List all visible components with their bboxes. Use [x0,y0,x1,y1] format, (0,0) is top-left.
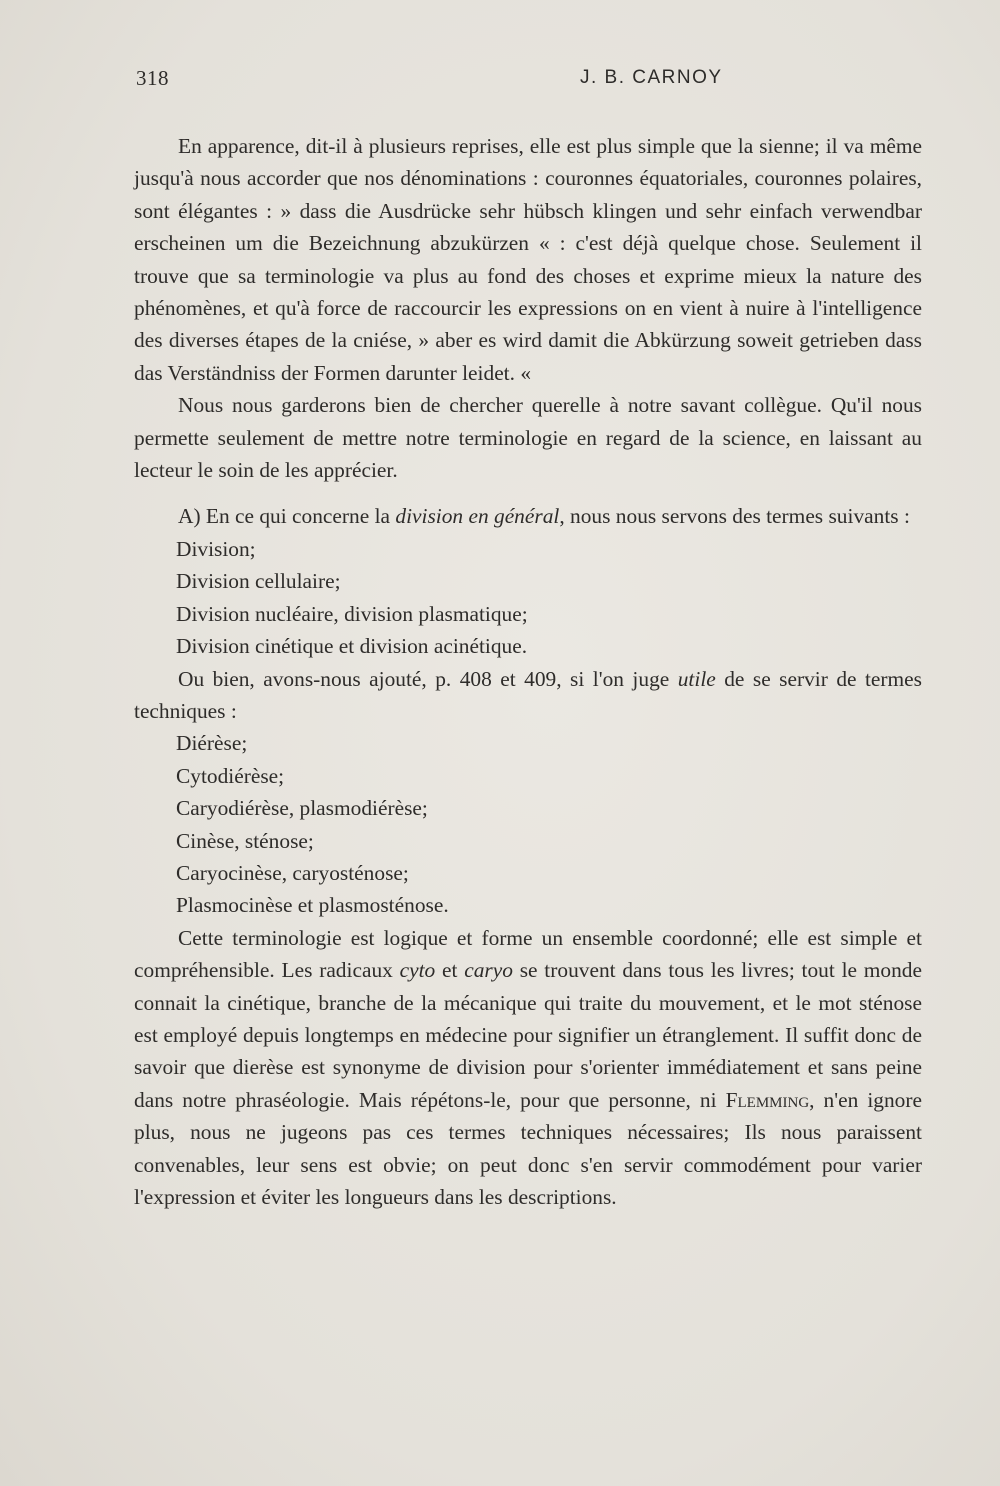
paragraph-division-general [134,500,922,532]
paragraph-text: , nous nous servons des termes suivants : [559,504,910,529]
paragraph-flemming-critique: En apparence, dit-il à plusieurs reprises, elle est plus simple que la sienne; il va même jusqu'à nous accorder que nos dénominations : couronnes équatoriales, couronnes polaires, sont élégantes : » dass die Ausdrücke sehr hübsch klingen und sehr einfach verwendbar erscheinen um die Bezeichnung abzukürzen « : c'est déjà quelque chose. Seulement il trouve que sa terminologie va plus au fond des choses et exprime mieux la nature des phénomènes, et qu'à force de raccourcir les expressions on en vient à nuire à l'intelligence des diverses étapes de la cniése, » aber es wird damit die Abkürzung soweit getrieben dass das Verständniss der Formen darunter leidet. « [134,134,922,385]
paragraph-reply: Nous nous garderons bien de chercher querelle à notre savant collègue. Qu'il nous permette seulement de mettre notre terminologie en regard de la science, en laissant au lecteur le soin de les apprécier. [134,393,922,483]
list-item: Plasmocinèse et plasmosténose. [176,893,449,918]
list-technical-terms [134,727,922,921]
paragraph-text: A) En ce qui concerne la [178,504,396,529]
list-item: Diérèse; [176,731,248,756]
emphasis-utile: utile [677,666,716,691]
list-item: Caryodiérèse, plasmodiérèse; [176,796,428,821]
spacer [134,486,922,500]
list-item: Division cellulaire; [176,569,341,594]
paragraph-technical-terms [134,663,922,728]
author-name-flemming: Flemming [725,1087,810,1112]
list-item: Caryocinèse, caryosténose; [176,860,409,885]
list-item: Cinèse, sténose; [176,828,314,853]
paragraph-text: Ou bien, avons-nous ajouté, p. 408 et 409, si l'on juge [178,666,678,691]
paragraph-text: et [435,958,465,983]
emphasis-division-general: division en général [395,504,560,529]
page-header [136,66,920,100]
list-item: Division; [176,536,256,561]
list-item: Cytodiérèse; [176,763,285,788]
paragraph-text: de se servir de termes techniques : [134,666,922,723]
running-head: J. B. CARNOY [580,67,723,88]
list-item: Division cinétique et division acinétique. [176,634,528,659]
paragraph-text: se trouvent dans tous les livres; tout le monde connait la cinétique, branche de la mécanique qui traite du mouvement, et le mot sténose est employé depuis longtemps en médecine pour signifier un étranglement. Il suffit donc de savoir que dierèse est synonyme de division pour s'orienter immédiatement et sans peine dans notre phraséologie. Mais répétons-le, pour que personne, ni [134,958,922,1112]
list-item: Division nucléaire, division plasmatique; [176,601,528,626]
page-number: 318 [136,66,169,90]
paragraph-text: , n'en ignore plus, nous ne jugeons pas ces termes techniques nécessaires; Ils nous paraissent convenables, leur sens est obvie; on peut donc s'en servir commodément pour varier l'expression et éviter les longueurs dans les descriptions. [134,1087,922,1209]
body-text [134,130,922,1213]
emphasis-cyto: cyto [399,958,436,983]
emphasis-caryo: caryo [464,958,513,983]
list-general-terms [134,533,922,663]
paragraph-text: Cette terminologie est logique et forme un ensemble coordonné; elle est simple et compréhensible. Les radicaux [134,925,922,983]
paragraph-conclusion [134,922,922,1214]
